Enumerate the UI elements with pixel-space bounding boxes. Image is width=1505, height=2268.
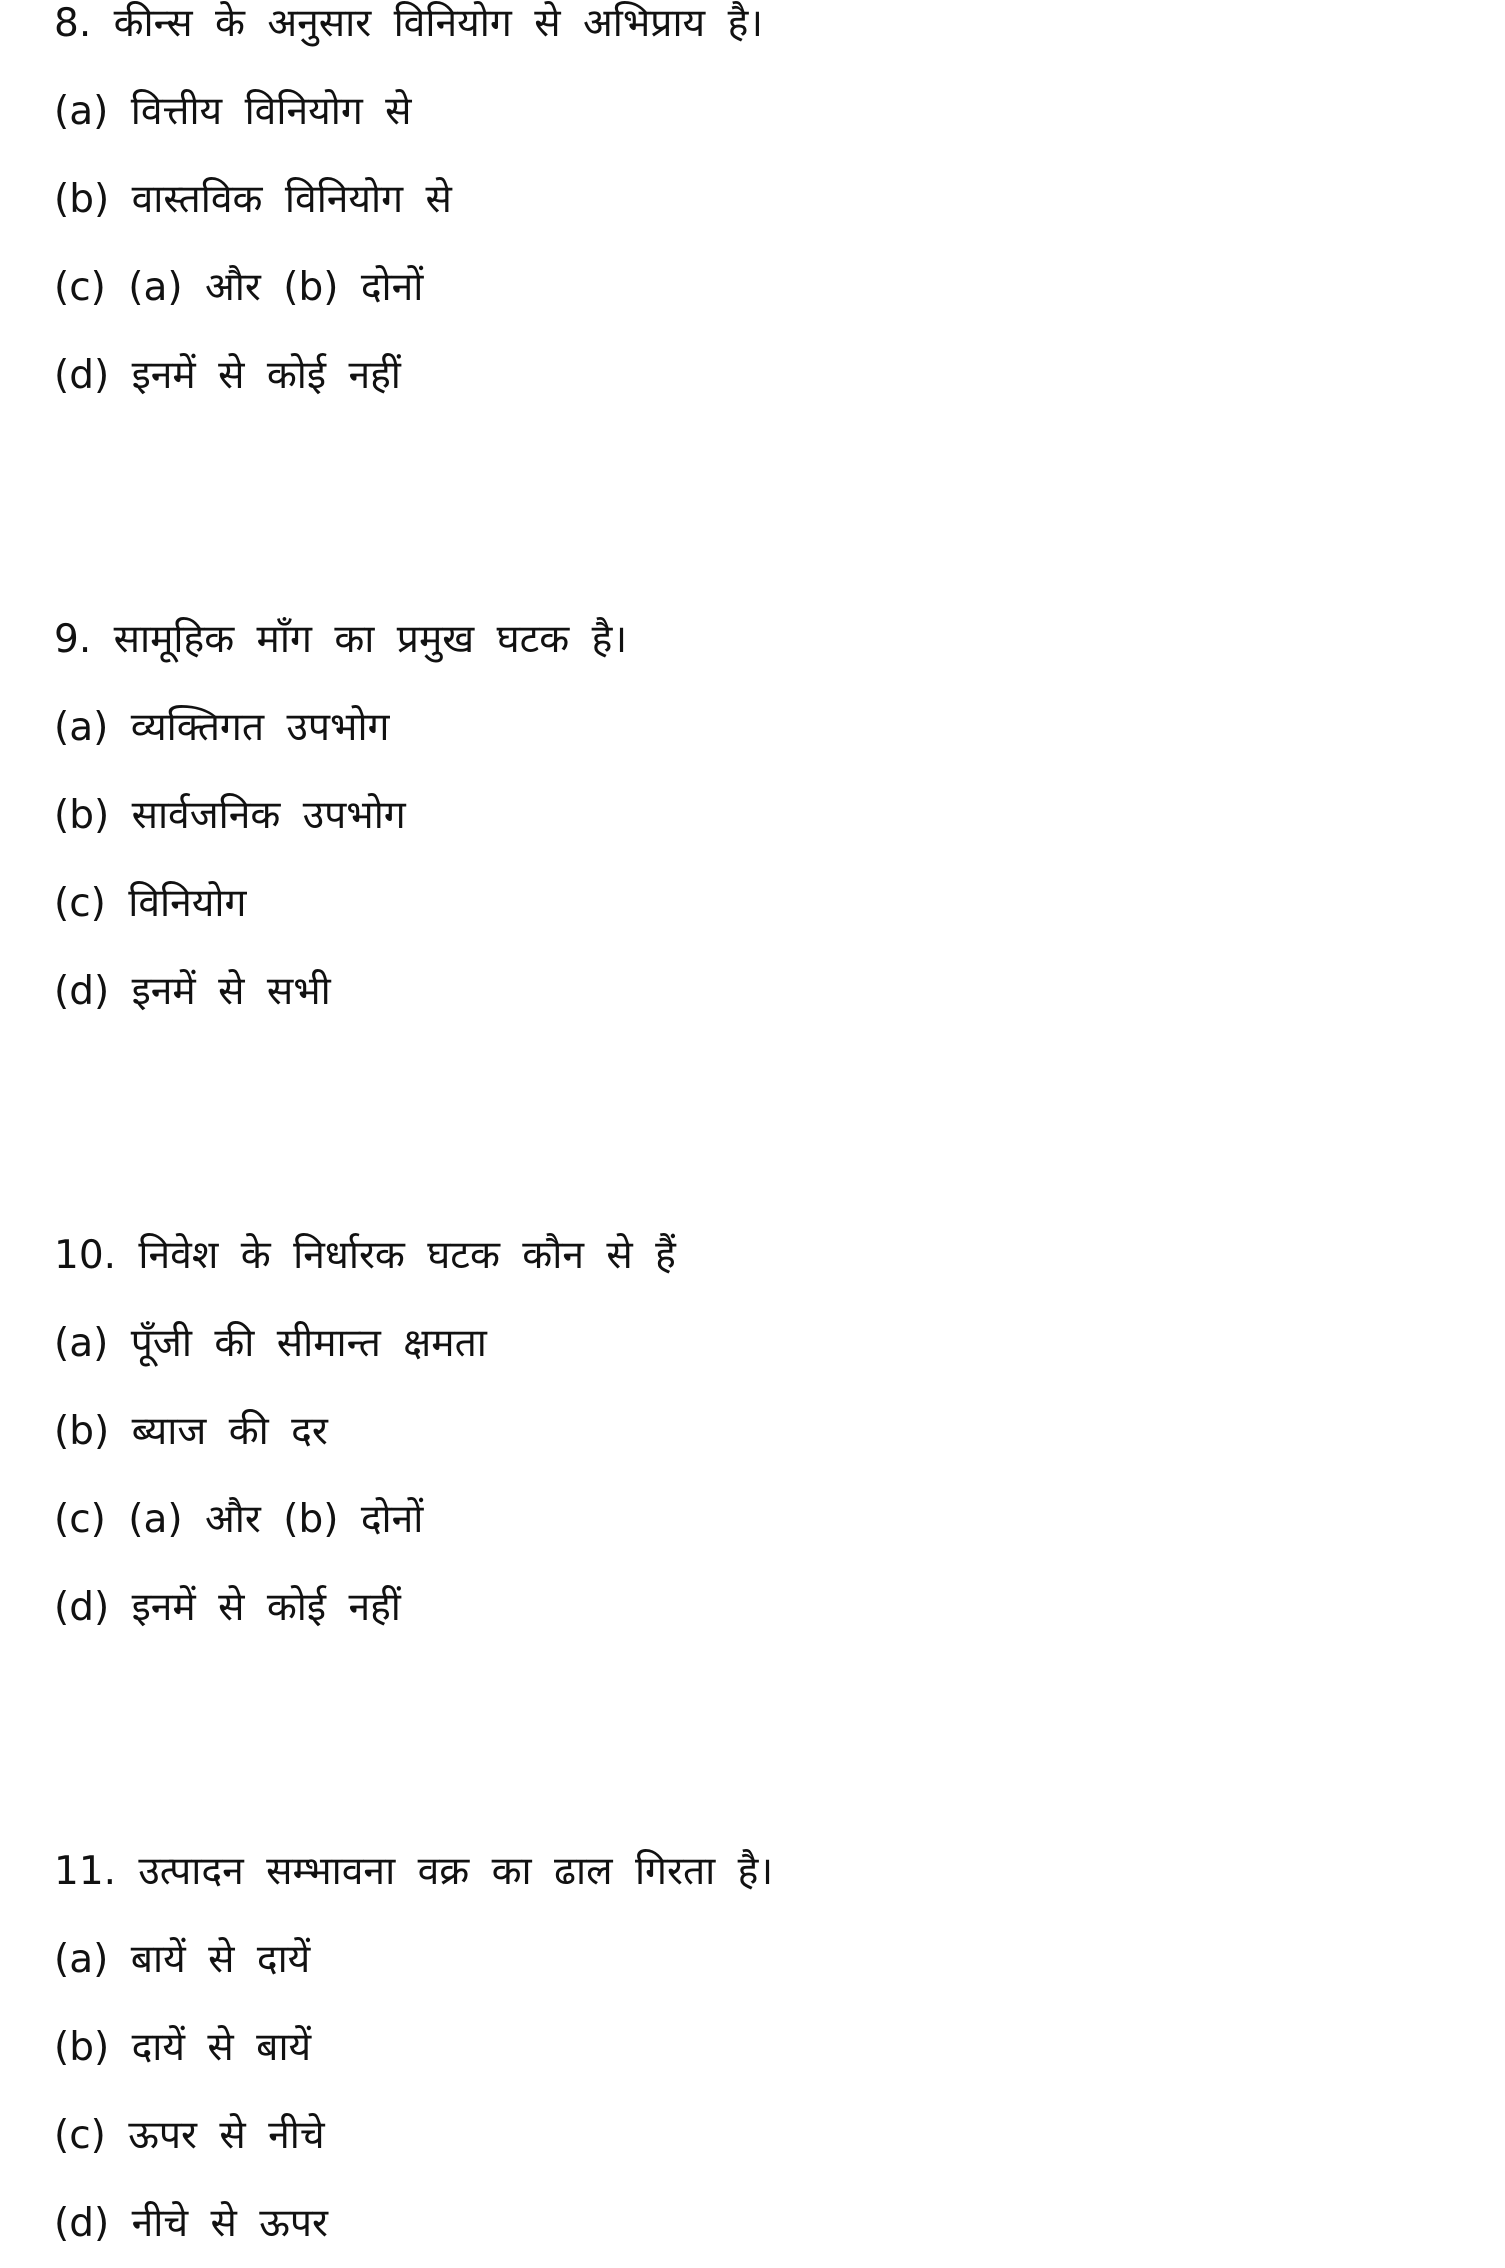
- question-spacer: [54, 1652, 1454, 1828]
- question-9: [54, 596, 1454, 1036]
- option-c: (c) ऊपर से नीचे: [54, 2113, 325, 2158]
- question-text: 10. निवेश के निर्धारक घटक कौन से हैं: [54, 1233, 676, 1278]
- question-text: 8. कीन्स के अनुसार विनियोग से अभिप्राय है।: [54, 1, 764, 46]
- option-b: (b) वास्तविक विनियोग से: [54, 177, 452, 222]
- option-c: (c) विनियोग: [54, 881, 247, 926]
- option-a: (a) वित्तीय विनियोग से: [54, 89, 412, 134]
- option-a: (a) पूँजी की सीमान्त क्षमता: [54, 1321, 487, 1366]
- option-b: (b) दायें से बायें: [54, 2025, 312, 2070]
- question-sheet: [54, 0, 1454, 2268]
- option-d: (d) इनमें से कोई नहीं: [54, 1585, 401, 1630]
- option-a: (a) बायें से दायें: [54, 1937, 311, 1982]
- question-10: [54, 1212, 1454, 1652]
- question-11: [54, 1828, 1454, 2268]
- option-d: (d) इनमें से कोई नहीं: [54, 353, 401, 398]
- option-a: (a) व्यक्तिगत उपभोग: [54, 705, 390, 750]
- option-c: (c) (a) और (b) दोनों: [54, 1497, 424, 1542]
- question-text: 9. सामूहिक माँग का प्रमुख घटक है।: [54, 617, 628, 662]
- option-d: (d) नीचे से ऊपर: [54, 2201, 328, 2246]
- option-b: (b) ब्याज की दर: [54, 1409, 328, 1454]
- option-c: (c) (a) और (b) दोनों: [54, 265, 424, 310]
- question-8: [54, 0, 1454, 420]
- question-spacer: [54, 420, 1454, 596]
- question-spacer: [54, 1036, 1454, 1212]
- option-b: (b) सार्वजनिक उपभोग: [54, 793, 406, 838]
- option-d: (d) इनमें से सभी: [54, 969, 331, 1014]
- question-text: 11. उत्पादन सम्भावना वक्र का ढाल गिरता है।: [54, 1849, 774, 1894]
